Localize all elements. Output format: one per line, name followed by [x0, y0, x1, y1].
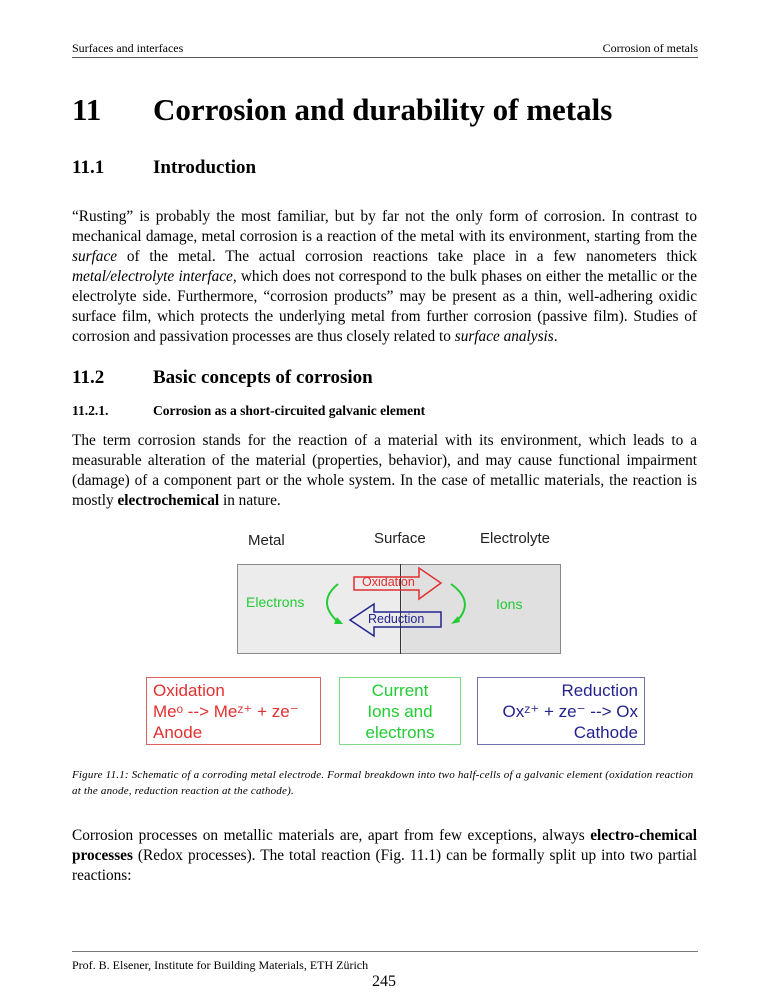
- section-number: 11.1: [72, 157, 105, 178]
- paragraph-introduction: [72, 207, 697, 347]
- section-heading-basic-concepts: [72, 367, 373, 389]
- anode-box: [146, 677, 321, 745]
- text-segment: The term corrosion stands for the reaction of a material with its environment, which leads to a measurable alteration of the material (properties, behavior), and may cause functional impairment (damage) of a component part or the whole system. In the case of metallic materials, the reaction is mostly: [72, 432, 697, 509]
- footer-rule: [72, 951, 698, 952]
- page-number: 245: [372, 973, 396, 990]
- subsection-title: Corrosion as a short-circuited galvanic element: [153, 403, 426, 418]
- cathode-title: Reduction: [561, 681, 638, 700]
- anode-title: Oxidation: [153, 681, 225, 700]
- chapter-title-text: Corrosion and durability of metals: [153, 92, 613, 127]
- cathode-box: [477, 677, 645, 745]
- section-heading-introduction: [72, 157, 256, 179]
- text-segment: Corrosion processes on metallic materials are, apart from few exceptions, always: [72, 827, 591, 844]
- cathode-label: Cathode: [573, 723, 638, 742]
- label-surface: Surface: [374, 530, 426, 547]
- current-line: Ions and: [367, 702, 433, 721]
- header-rule: [72, 57, 698, 58]
- label-reduction: Reduction: [368, 612, 425, 626]
- label-oxidation: Oxidation: [362, 575, 415, 589]
- anode-reaction: Meᵒ --> Meᶻ⁺ + ze⁻: [153, 702, 299, 721]
- footer-text: Prof. B. Elsener, Institute for Building Materials, ETH Zürich: [72, 958, 369, 972]
- text-segment: .: [553, 328, 558, 345]
- label-metal: Metal: [248, 532, 285, 549]
- running-header-right: Corrosion of metals: [602, 41, 698, 55]
- text-segment: in nature.: [219, 492, 281, 509]
- running-header-left: Surfaces and interfaces: [72, 41, 184, 55]
- figure-caption: Figure 11.1: Schematic of a corroding metal electrode. Formal breakdown into two half-cells of a galvanic element (oxidation reaction at the anode, reduction reaction at the cathode).: [72, 769, 694, 797]
- paragraph-redox: [72, 826, 697, 886]
- chapter-number: 11: [72, 92, 102, 127]
- label-ions: Ions: [496, 596, 523, 612]
- electron-curve-arrow-icon: [327, 584, 338, 622]
- figure-corrosion-schematic: [138, 518, 668, 762]
- bold-text: electro-chemical processes: [72, 827, 697, 864]
- italic-text: surface: [72, 248, 118, 265]
- current-line: electrons: [365, 723, 435, 742]
- section-title: Basic concepts of corrosion: [153, 367, 373, 388]
- label-electrons: Electrons: [246, 594, 305, 610]
- section-number: 11.2: [72, 367, 105, 388]
- text-segment: “Rusting” is probably the most familiar, but by far not the only form of corrosion. In contrast to mechanical damage, metal corrosion is a reaction of the metal with its environment, starting from the: [72, 208, 697, 245]
- chapter-title: [72, 92, 612, 128]
- subsection-number: 11.2.1.: [72, 403, 109, 418]
- text-segment: , which does not correspond to the bulk phases on either the metallic or the electrolyte side. Furthermore, “corrosion products” may be present as a thin, well-adhering oxidic surface film, which protects the underlying metal from further corrosion (passive film). Studies of corrosion and passivation processes are thus closely related to: [72, 268, 697, 345]
- cathode-reaction: Oxᶻ⁺ + ze⁻ --> Ox: [502, 702, 638, 721]
- subsection-heading: [72, 403, 425, 419]
- current-line: Current: [371, 681, 429, 700]
- arrows-diagram: [138, 518, 668, 678]
- bold-text: electrochemical: [117, 492, 220, 509]
- italic-text: metal/electrolyte interface: [72, 268, 233, 285]
- italic-text: surface analysis: [454, 328, 554, 345]
- current-box: [339, 677, 461, 745]
- text-segment: of the metal. The actual corrosion reactions take place in a few nanometers thick: [117, 248, 697, 265]
- anode-label: Anode: [153, 723, 203, 742]
- section-title: Introduction: [153, 157, 257, 178]
- text-segment: (Redox processes). The total reaction (Fig. 11.1) can be formally split up into two partial reactions:: [72, 847, 697, 884]
- paragraph-definition: [72, 431, 697, 511]
- label-electrolyte: Electrolyte: [480, 530, 551, 547]
